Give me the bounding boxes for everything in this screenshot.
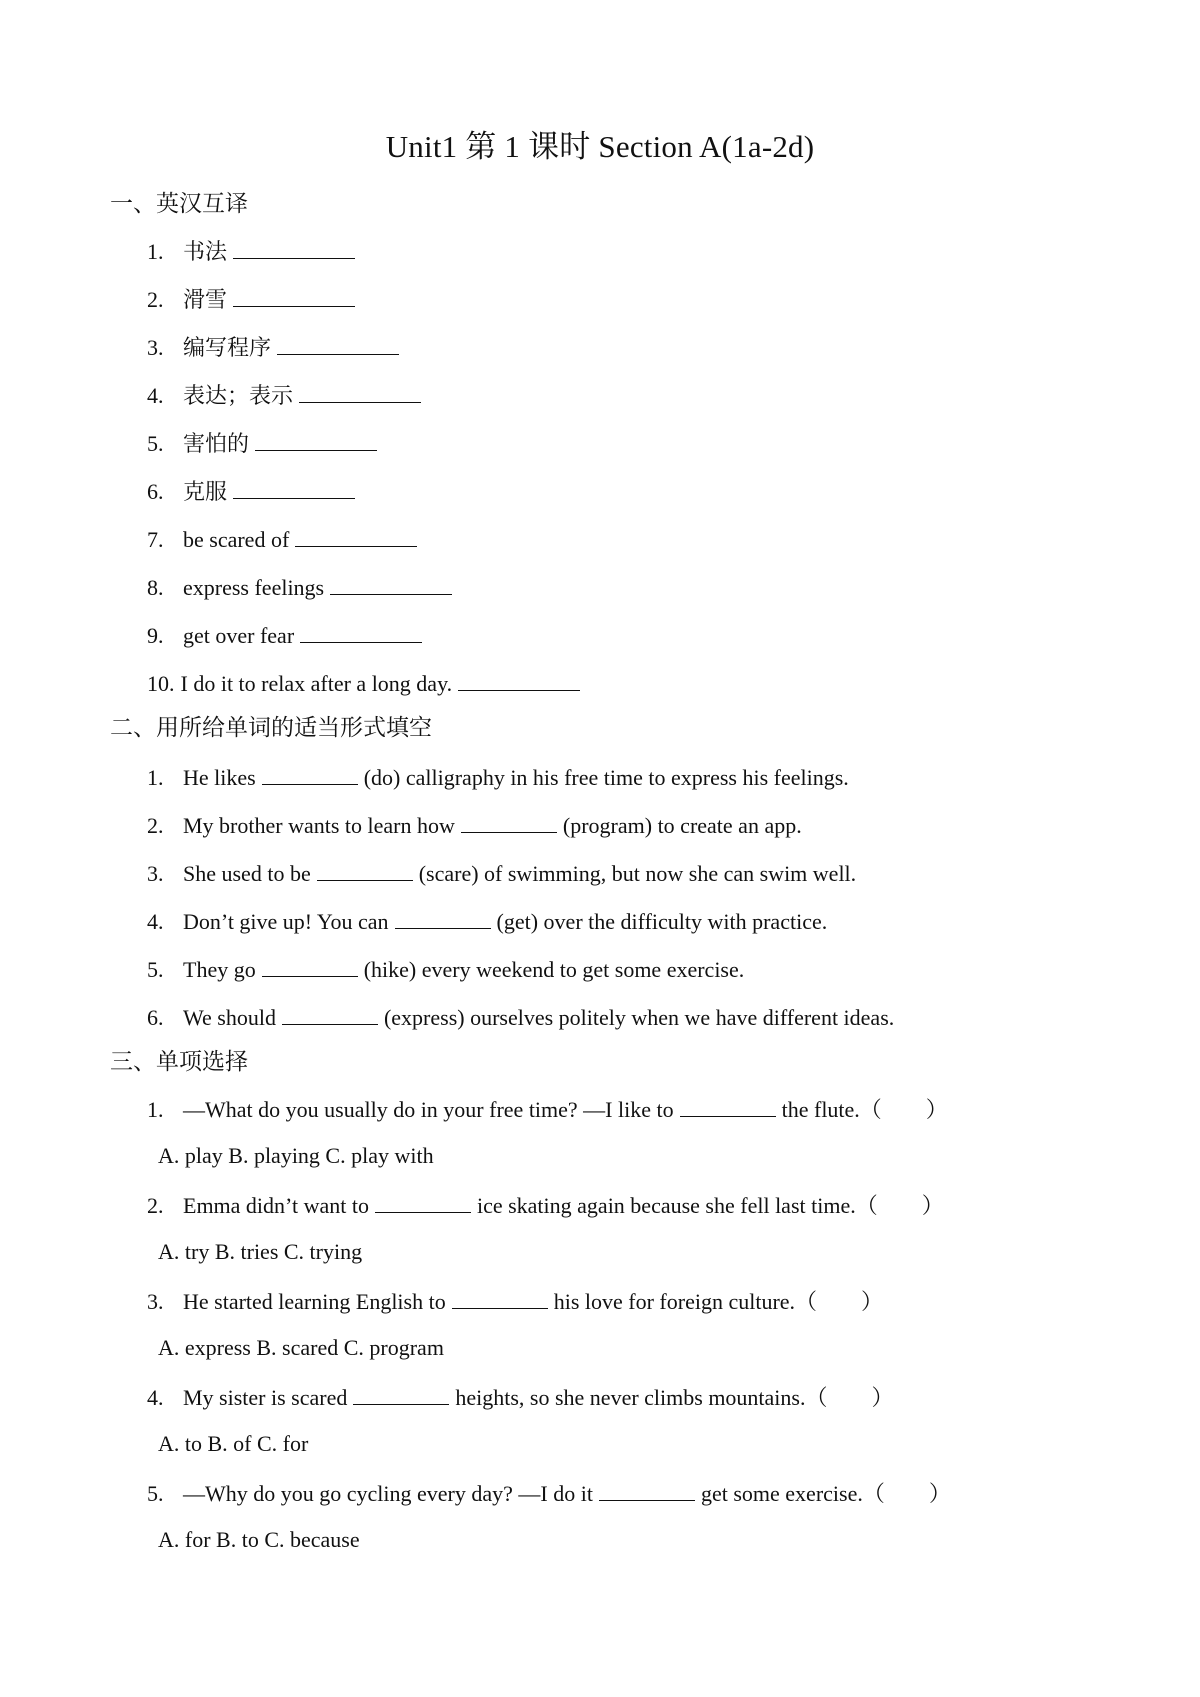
section-heading-word-forms: 二、用所给单词的适当形式填空: [110, 715, 432, 740]
item-text-after: ice skating again because she fell last time.（ ）: [476, 1193, 944, 1218]
item-text-before: They go: [183, 957, 256, 982]
answer-blank[interactable]: [233, 234, 355, 259]
answer-blank[interactable]: [295, 522, 417, 547]
item-number: 1.: [147, 239, 164, 264]
item-number: 5.: [147, 1481, 164, 1506]
item-text-before: My brother wants to learn how: [183, 813, 455, 838]
fill-blank-item: [147, 1000, 894, 1034]
item-text-before: We should: [183, 1005, 276, 1030]
answer-blank[interactable]: [353, 1380, 449, 1405]
item-text-after: heights, so she never climbs mountains.（ ）: [455, 1385, 894, 1410]
answer-blank[interactable]: [330, 570, 452, 595]
fill-blank-item: [147, 904, 827, 938]
item-text-after: (express) ourselves politely when we have different ideas.: [383, 1005, 895, 1030]
translation-item: [147, 234, 361, 268]
item-number: 3.: [147, 1289, 164, 1314]
item-number: 7.: [147, 527, 164, 552]
item-number: 10.: [147, 671, 175, 696]
answer-blank[interactable]: [317, 856, 413, 881]
choice-question: [147, 1380, 893, 1414]
item-text-after: (program) to create an app.: [562, 813, 802, 838]
translation-item: [147, 570, 458, 604]
answer-blank[interactable]: [395, 904, 491, 929]
item-text-before: Don’t give up! You can: [183, 909, 389, 934]
item-number: 3.: [147, 335, 164, 360]
item-number: 8.: [147, 575, 164, 600]
fill-blank-item: [147, 760, 849, 794]
fill-blank-item: [147, 856, 856, 890]
item-number: 1.: [147, 765, 164, 790]
translation-item: [147, 618, 428, 652]
item-number: 4.: [147, 383, 164, 408]
translation-item: [147, 522, 423, 556]
choice-question: [147, 1188, 944, 1222]
choice-question: [147, 1284, 883, 1318]
item-text-after: (get) over the difficulty with practice.: [496, 909, 828, 934]
translation-item: [147, 378, 427, 412]
choice-options: A. express B. scared C. program: [158, 1335, 444, 1360]
page-title: Unit1 第 1 课时 Section A(1a-2d): [385, 129, 815, 164]
item-text-after: (do) calligraphy in his free time to express his feelings.: [363, 765, 849, 790]
answer-blank[interactable]: [300, 618, 422, 643]
item-text: 书法: [183, 239, 228, 264]
item-text-before: —Why do you go cycling every day? —I do it: [183, 1481, 593, 1506]
choice-options: A. to B. of C. for: [158, 1431, 309, 1456]
item-number: 5.: [147, 957, 164, 982]
item-number: 4.: [147, 1385, 164, 1410]
item-text-before: My sister is scared: [183, 1385, 348, 1410]
answer-blank[interactable]: [255, 426, 377, 451]
answer-blank[interactable]: [233, 474, 355, 499]
item-number: 2.: [147, 813, 164, 838]
item-text-after: the flute.（ ）: [781, 1097, 948, 1122]
fill-blank-item: [147, 808, 802, 842]
item-text-before: —What do you usually do in your free time? —I like to: [183, 1097, 674, 1122]
item-text: 害怕的: [183, 431, 250, 456]
item-text-after: (scare) of swimming, but now she can swim well.: [418, 861, 857, 886]
translation-item: [147, 330, 405, 364]
section-heading-translation: 一、英汉互译: [110, 191, 248, 216]
fill-blank-item: [147, 952, 744, 986]
answer-blank[interactable]: [299, 378, 421, 403]
item-number: 1.: [147, 1097, 164, 1122]
item-text: get over fear: [183, 623, 295, 648]
translation-item: [147, 282, 361, 316]
item-text: express feelings: [183, 575, 325, 600]
item-number: 6.: [147, 1005, 164, 1030]
answer-blank[interactable]: [458, 666, 580, 691]
section-heading-multiple-choice: 三、单项选择: [110, 1049, 248, 1074]
item-number: 2.: [147, 287, 164, 312]
answer-blank[interactable]: [277, 330, 399, 355]
answer-blank[interactable]: [375, 1188, 471, 1213]
translation-item: [147, 474, 361, 508]
item-text: 表达；表示: [183, 383, 294, 408]
answer-blank[interactable]: [452, 1284, 548, 1309]
item-text: 编写程序: [183, 335, 272, 360]
item-number: 5.: [147, 431, 164, 456]
answer-blank[interactable]: [233, 282, 355, 307]
answer-blank[interactable]: [282, 1000, 378, 1025]
item-number: 9.: [147, 623, 164, 648]
item-text: be scared of: [183, 527, 290, 552]
choice-question: [147, 1476, 951, 1510]
item-number: 4.: [147, 909, 164, 934]
item-text: I do it to relax after a long day.: [180, 671, 453, 696]
answer-blank[interactable]: [461, 808, 557, 833]
item-text-before: She used to be: [183, 861, 311, 886]
choice-question: [147, 1092, 948, 1126]
item-text: 克服: [183, 479, 228, 504]
translation-item: [147, 426, 383, 460]
answer-blank[interactable]: [599, 1476, 695, 1501]
item-text-before: He started learning English to: [183, 1289, 446, 1314]
answer-blank[interactable]: [262, 952, 358, 977]
item-number: 6.: [147, 479, 164, 504]
item-number: 3.: [147, 861, 164, 886]
answer-blank[interactable]: [262, 760, 358, 785]
item-number: 2.: [147, 1193, 164, 1218]
choice-options: A. play B. playing C. play with: [158, 1143, 434, 1168]
item-text: 滑雪: [183, 287, 228, 312]
answer-blank[interactable]: [680, 1092, 776, 1117]
choice-options: A. for B. to C. because: [158, 1527, 360, 1552]
item-text-after: (hike) every weekend to get some exercise.: [363, 957, 745, 982]
item-text-after: get some exercise.（ ）: [700, 1481, 951, 1506]
choice-options: A. try B. tries C. trying: [158, 1239, 363, 1264]
item-text-after: his love for foreign culture.（ ）: [553, 1289, 884, 1314]
item-text-before: He likes: [183, 765, 256, 790]
translation-item: [147, 666, 586, 700]
item-text-before: Emma didn’t want to: [183, 1193, 369, 1218]
